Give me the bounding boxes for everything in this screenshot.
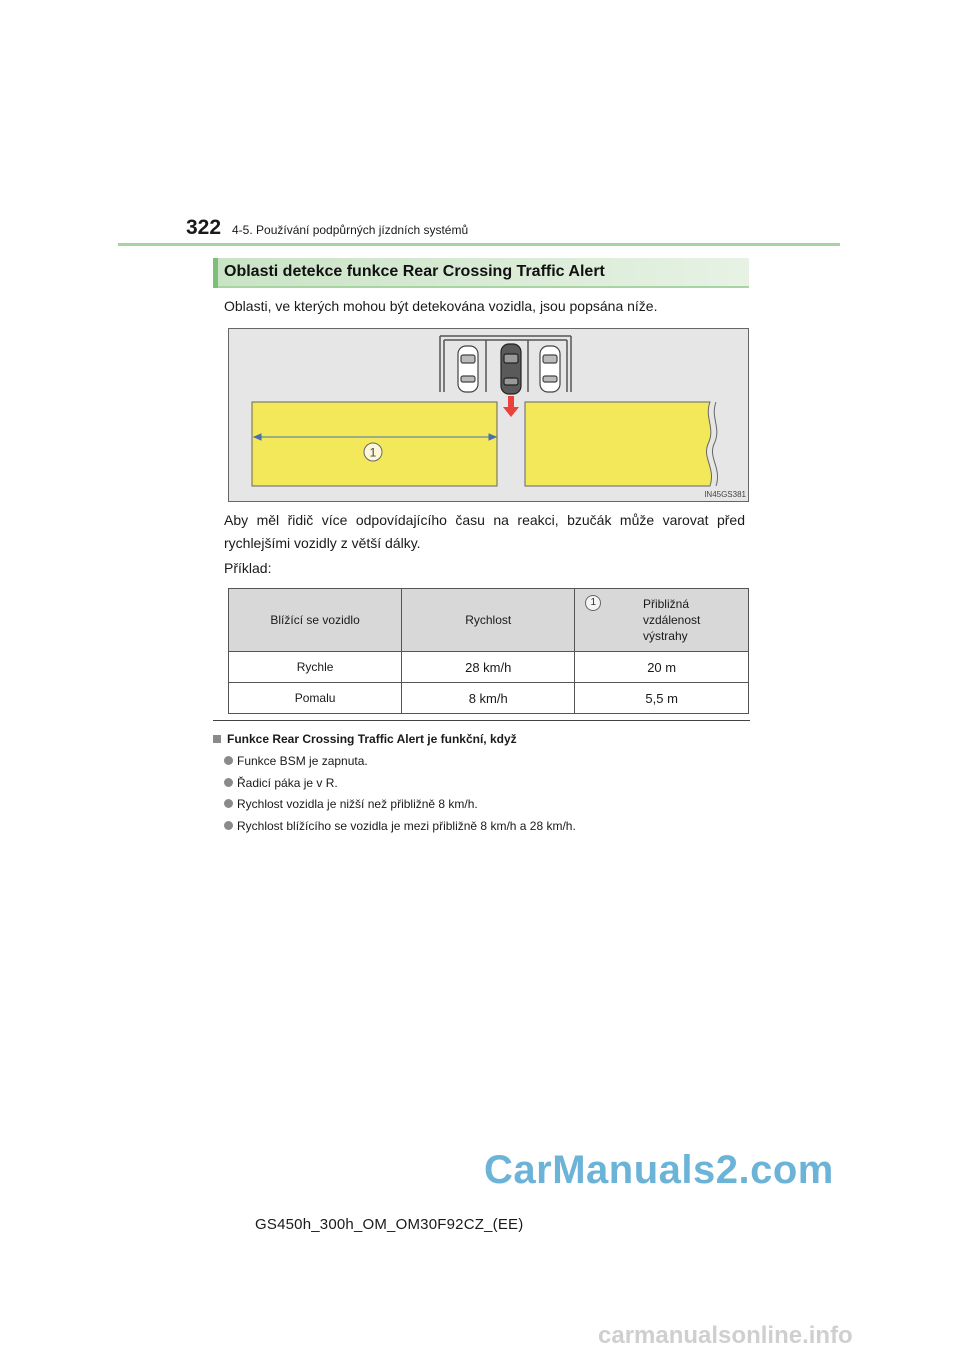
document-code: GS450h_300h_OM_OM30F92CZ_(EE)	[255, 1216, 524, 1233]
table-cell: 28 km/h	[402, 652, 575, 683]
section-title-accent	[213, 258, 218, 288]
image-code: IN45GS381	[704, 490, 746, 499]
reversing-car	[501, 344, 521, 394]
square-bullet-icon	[213, 735, 221, 743]
reaction-paragraph: Aby měl řidič více odpovídajícího času na reakci, bzučák může varovat před rychlejšími vozidly z větší dálky.	[224, 512, 745, 551]
table-cell: 20 m	[575, 652, 749, 683]
header-vehicle: Blížící se vozidlo	[229, 589, 402, 652]
table-row	[229, 683, 749, 714]
header-distance-line1: Přibližná	[642, 597, 689, 611]
list-item: Rychlost vozidla je nižší než přibližně 8 km/h.	[224, 795, 576, 817]
list-item: Rychlost blížícího se vozidla je mezi přibližně 8 km/h a 28 km/h.	[224, 817, 576, 839]
page-number: 322	[186, 216, 222, 239]
header-distance-line3: výstrahy	[642, 629, 688, 643]
list-item: Řadicí páka je v R.	[224, 774, 576, 796]
parked-car-left	[458, 346, 478, 392]
bullet-icon	[224, 821, 233, 830]
conditions-list	[224, 752, 576, 838]
example-label: Příklad:	[224, 560, 272, 576]
section-separator	[213, 720, 750, 721]
table-header-row	[229, 589, 749, 652]
table-row	[229, 652, 749, 683]
conditions-heading	[213, 732, 517, 746]
conditions-heading-text: Funkce Rear Crossing Traffic Alert je funkční, když	[227, 732, 517, 746]
warning-distance-table	[228, 588, 749, 714]
section-title: Oblasti detekce funkce Rear Crossing Traffic Alert	[224, 263, 605, 280]
list-item: Funkce BSM je zapnuta.	[224, 752, 576, 774]
table-cell: 8 km/h	[402, 683, 575, 714]
distance-marker-icon: 1	[585, 595, 601, 611]
header-rule	[118, 243, 840, 246]
bullet-icon	[224, 778, 233, 787]
intro-paragraph: Oblasti, ve kterých mohou být detekována vozidla, jsou popsána níže.	[224, 298, 658, 314]
distance-marker-label: 1	[369, 445, 377, 460]
table-cell: Rychle	[229, 652, 402, 683]
parked-car-right	[540, 346, 560, 392]
header-distance	[575, 589, 749, 652]
bullet-icon	[224, 756, 233, 765]
header-speed: Rychlost	[402, 589, 575, 652]
watermark-logo: CarManuals2.com	[484, 1148, 834, 1192]
table-cell: Pomalu	[229, 683, 402, 714]
header-distance-line2: vzdálenost	[642, 613, 701, 627]
table-cell: 5,5 m	[575, 683, 749, 714]
bullet-icon	[224, 799, 233, 808]
watermark-bottom: carmanualsonline.info	[598, 1322, 853, 1349]
detection-zone-right	[525, 402, 712, 486]
chapter-title: 4-5. Používání podpůrných jízdních systémů	[232, 223, 469, 237]
detection-area-diagram	[228, 328, 749, 502]
